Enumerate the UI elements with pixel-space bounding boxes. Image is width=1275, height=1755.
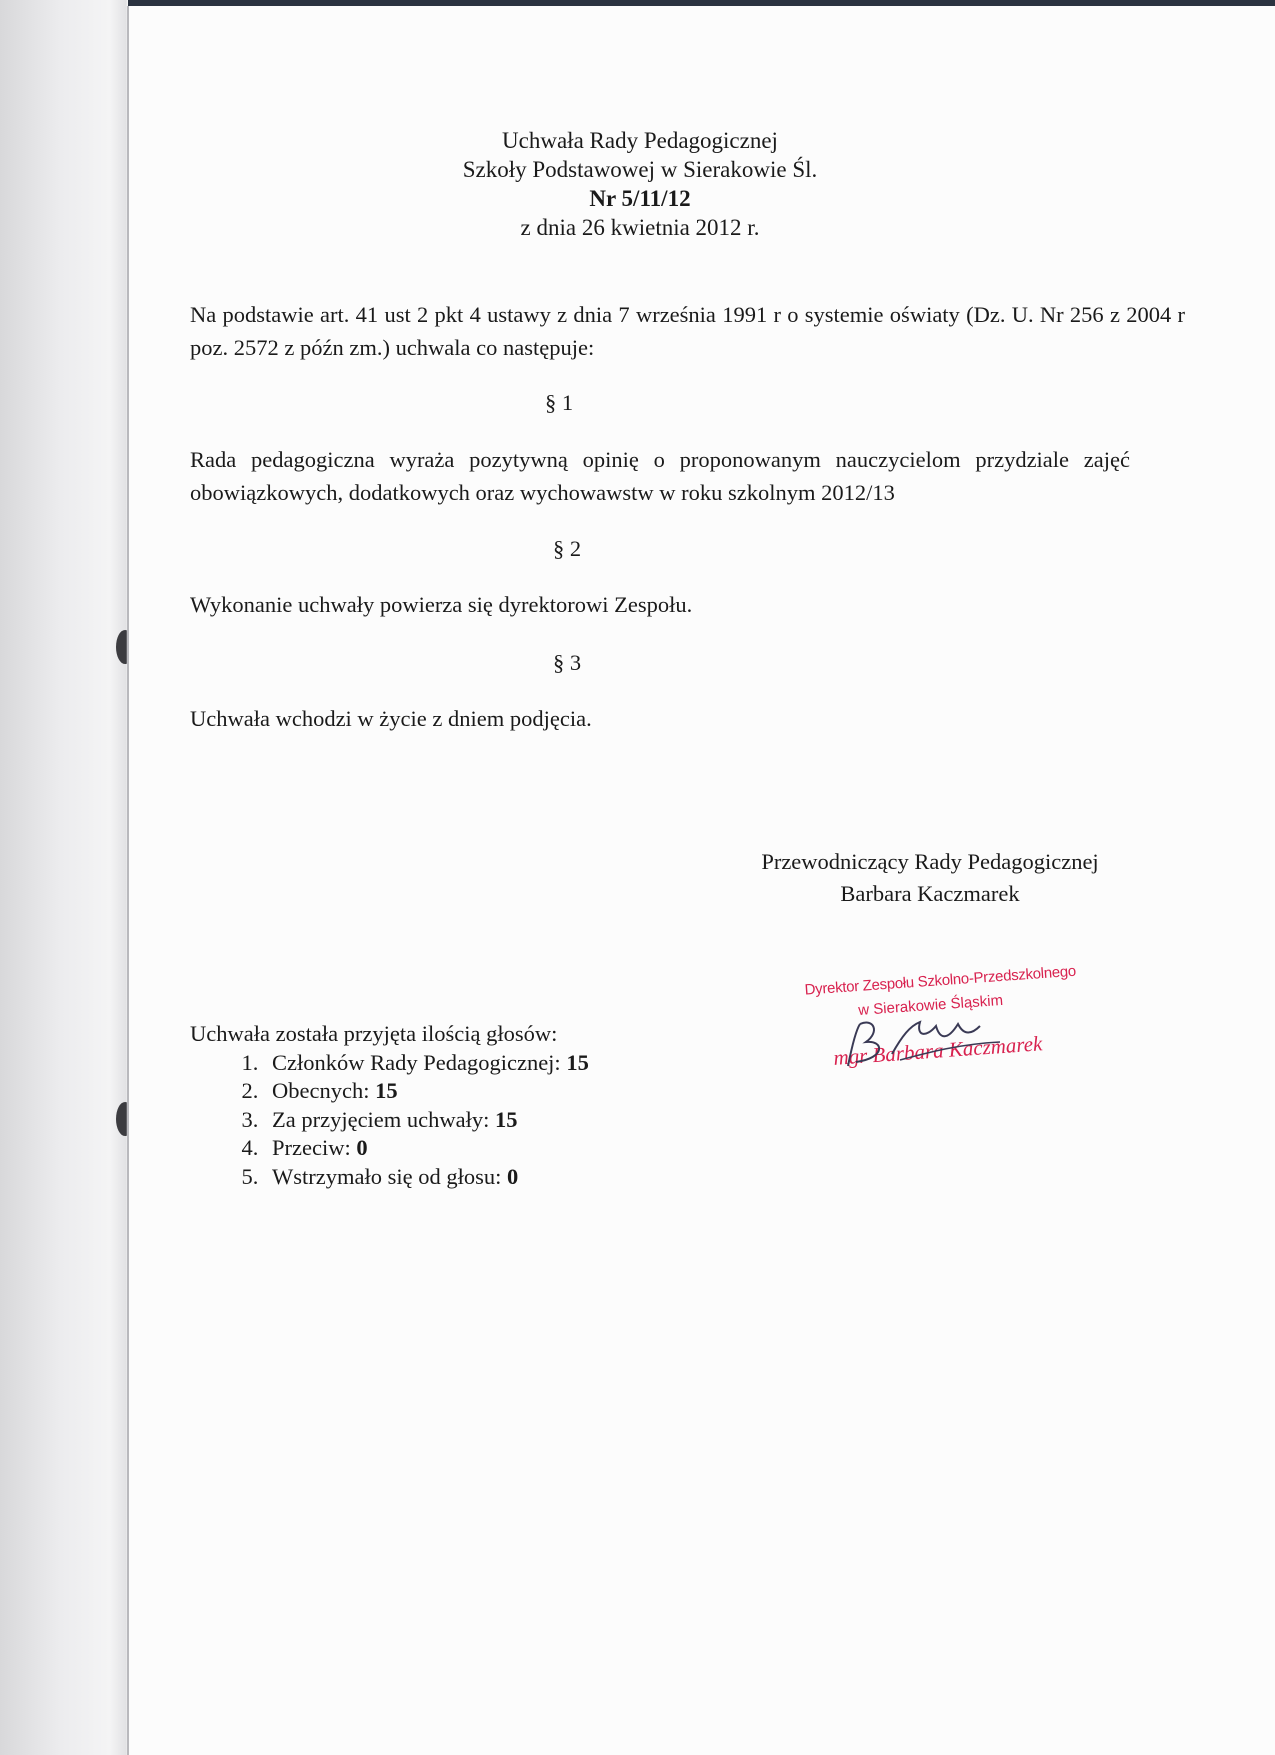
vote-label: Za przyjęciem uchwały: <box>272 1106 496 1132</box>
page-fold-line <box>127 6 129 1755</box>
vote-intro: Uchwała została przyjęta ilością głosów: <box>190 1021 558 1046</box>
vote-item-abstained <box>264 1163 589 1192</box>
preamble: Na podstawie art. 41 ust 2 pkt 4 ustawy z dnia 7 września 1991 r o systemie oświaty (Dz. U. Nr 256 z 2004 r poz. 2572 z późn zm.) uchwala co następuje: <box>190 302 1185 360</box>
scan-left-margin-shadow <box>0 0 128 1755</box>
vote-item-present <box>264 1077 589 1106</box>
chairperson-block <box>700 846 1160 910</box>
resolution-header <box>420 126 860 242</box>
stamp-line-1: Dyrektor Zespołu Szkolno-Przedszkolnego <box>804 962 1077 999</box>
vote-label: Wstrzymało się od głosu: <box>272 1163 507 1189</box>
vote-item-for <box>264 1106 589 1135</box>
resolution-date: z dnia 26 kwietnia 2012 r. <box>520 215 760 240</box>
section-3-text: Uchwała wchodzi w życie z dniem podjęcia. <box>190 706 592 731</box>
vote-label: Przeciw: <box>272 1135 357 1160</box>
vote-results <box>190 1020 589 1191</box>
stamp-line-2: w Sierakowie Śląskim <box>857 991 1004 1019</box>
vote-value: 15 <box>566 1049 589 1075</box>
vote-list <box>190 1049 589 1192</box>
section-2-text: Wykonanie uchwały powierza się dyrektorowi Zespołu. <box>190 592 693 617</box>
resolution-number: Nr 5/11/12 <box>589 186 691 211</box>
punch-hole-bottom <box>116 1102 134 1136</box>
handwritten-signature <box>840 996 1020 1086</box>
vote-value: 0 <box>506 1163 519 1189</box>
vote-value: 0 <box>356 1135 368 1160</box>
chairperson-name: Barbara Kaczmarek <box>840 881 1020 906</box>
header-school: Szkoły Podstawowej w Sierakowie Śl. <box>462 157 818 182</box>
header-title: Uchwała Rady Pedagogicznej <box>502 128 778 153</box>
vote-item-members <box>264 1049 589 1078</box>
stamp-line-3: mgr Barbara Kaczmarek <box>832 1031 1044 1070</box>
vote-value: 15 <box>375 1078 398 1103</box>
vote-value: 15 <box>495 1106 518 1132</box>
section-1-text: Rada pedagogiczna wyraża pozytywną opinię o proponowanym nauczycielom przydziale zajęć obowiązkowych, dodatkowych oraz wychowawstw w roku szkolnym 2012/13 <box>190 447 1130 505</box>
chairperson-title: Przewodniczący Rady Pedagogicznej <box>761 849 1099 874</box>
vote-label: Obecnych: <box>272 1078 376 1103</box>
section-mark-3: § 3 <box>553 650 582 675</box>
section-mark-1: § 1 <box>545 390 574 415</box>
punch-hole-top <box>116 630 134 664</box>
vote-label: Członków Rady Pedagogicznej: <box>272 1049 567 1075</box>
vote-item-against <box>264 1134 589 1163</box>
scan-top-edge <box>0 0 1275 6</box>
section-mark-2: § 2 <box>553 536 582 561</box>
